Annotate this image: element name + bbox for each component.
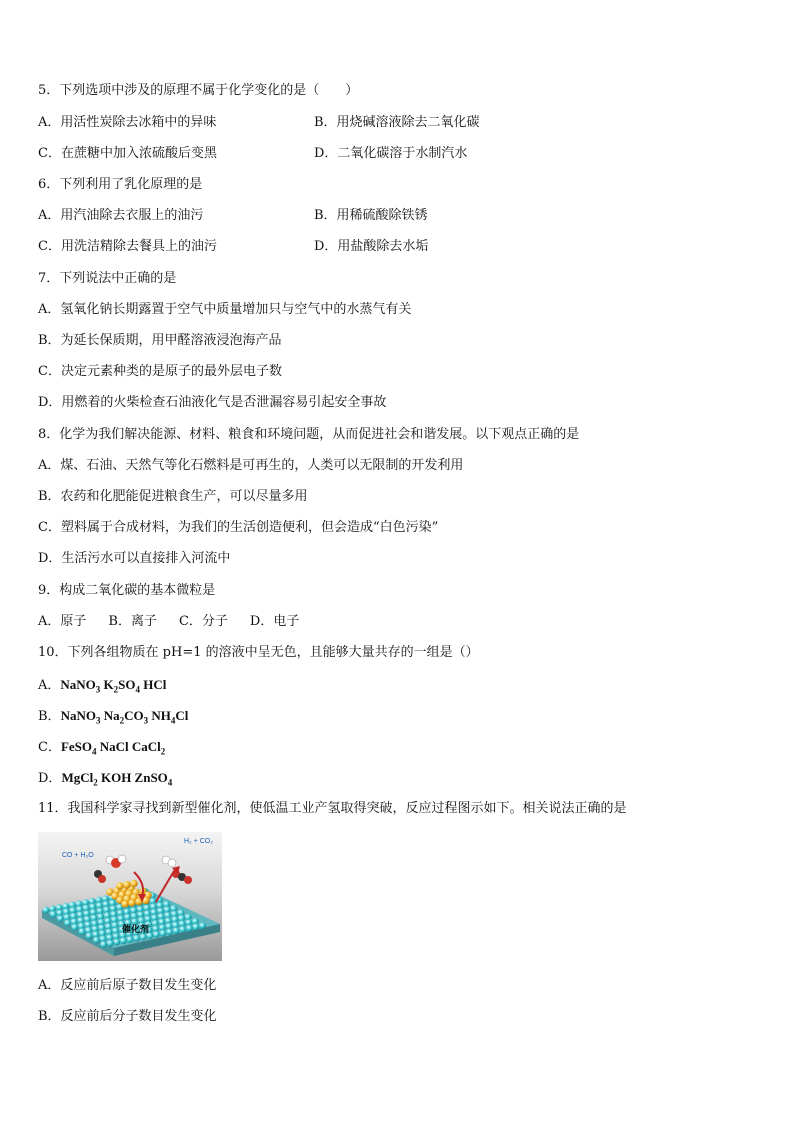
catalyst-atom [50,911,57,918]
gold-atom [123,881,131,889]
gold-atom [121,900,129,908]
q10-option-b [38,707,188,730]
catalyst-atom [107,940,114,947]
catalyst-atom [166,929,173,936]
q8-option-d: D．生活污水可以直接排入河流中 [38,551,231,566]
q7-option-c: C．决定元素种类的是原子的最外层电子数 [38,364,282,379]
figure-products-label: H₂ + CO₂ [184,838,213,845]
q10-option-b-formula: NaNO$_3$ $Na_2CO_3$ $NH_4Cl$ [60,708,189,726]
catalyst-atom [179,926,186,933]
q10-option-a-formula: NaNO$_3$ $K_2SO_4$ HCl [60,677,167,695]
q9-option-d: D．电子 [249,614,300,629]
catalyst-atom [100,941,107,948]
catalyst-atom [173,927,180,934]
catalyst-atom [199,922,206,929]
q10-option-d [38,769,172,792]
catalyst-atom [71,924,78,931]
catalyst-atom [43,907,50,914]
q9-options [38,613,321,631]
q6-option-d: D．用盐酸除去水垢 [314,239,429,254]
catalyst-atom [64,920,71,927]
catalyst-atom [160,930,167,937]
catalyst-atom [127,936,134,943]
q10-stem: 10．下列各组物质在 pH=1 的溶液中呈无色，且能够大量共存的一组是（） [38,645,479,660]
q10-option-c-formula: FeSO$_4$ NaCl CaCl$_2$ [60,739,166,757]
catalyst-atom [57,915,64,922]
q5-option-c: C．在蔗糖中加入浓硫酸后变黑 [38,146,217,161]
q10-option-b-prefix: B． [38,709,61,724]
catalyst-atom [133,935,140,942]
q6-option-b: B．用稀硫酸除铁锈 [314,208,428,223]
q8-option-a: A．煤、石油、天然气等化石燃料是可再生的，人类可以无限制的开发利用 [38,458,464,473]
q5-option-d: D．二氧化碳溶于水制汽水 [314,146,468,161]
q11-option-a: A．反应前后原子数目发生变化 [38,978,217,993]
gold-atom [130,880,138,888]
catalyst-atom [186,925,193,932]
q9-stem: 9．构成二氧化碳的基本微粒是 [38,583,216,598]
q11-stem: 11．我国科学家寻找到新型催化剂，使低温工业产氢取得突破，反应过程图示如下。相关说法正确的是 [38,801,627,816]
figure-reactants-label: CO + H₂O [62,852,94,859]
q8-stem: 8．化学为我们解决能源、材料、粮食和环境问题，从而促进社会和谐发展。以下观点正确的是 [38,427,580,442]
catalyst-atom [79,928,86,935]
q10-option-a [38,676,166,699]
q7-stem: 7．下列说法中正确的是 [38,271,177,286]
q6-option-c: C．用洗洁精除去餐具上的油污 [38,239,217,254]
q10-option-d-formula: MgCl$_2$ KOH ZnSO$_4$ [61,770,173,788]
q7-option-a: A．氢氧化钠长期露置于空气中质量增加只与空气中的水蒸气有关 [38,302,412,317]
catalyst-atom [113,939,120,946]
catalyst-atom [120,937,127,944]
q10-option-c-prefix: C． [38,740,61,755]
q5-option-a: A．用活性炭除去冰箱中的异味 [38,115,217,130]
q9-option-a: A．原子 [38,614,87,629]
q10-option-a-prefix: A． [38,678,61,693]
figure-catalyst-label: 催化剂 [122,925,150,935]
q9-option-b: B．离子 [108,614,157,629]
q8-option-b: B．农药和化肥能促进粮食生产，可以尽量多用 [38,489,308,504]
q6-option-a: A．用汽油除去衣服上的油污 [38,208,204,223]
q10-option-c [38,738,165,761]
q5-option-b: B．用烧碱溶液除去二氧化碳 [314,115,480,130]
gold-atom [116,882,124,890]
catalyst-reaction-figure [38,832,222,961]
q11-option-b: B．反应前后分子数目发生变化 [38,1009,217,1024]
q8-option-c: C．塑料属于合成材料，为我们的生活创造便利，但会造成“白色污染” [38,520,439,535]
catalyst-atom [153,931,160,938]
gold-atom [128,899,136,907]
q10-option-d-prefix: D． [38,771,62,786]
catalyst-atom [193,924,200,931]
catalyst-atom [86,932,93,939]
q5-stem: 5．下列选项中涉及的原理不属于化学变化的是（ ） [38,83,359,98]
q9-option-c: C．分子 [178,614,228,629]
catalyst-atom [93,937,100,944]
q7-option-b: B．为延长保质期，用甲醛溶液浸泡海产品 [38,333,282,348]
q6-stem: 6．下列利用了乳化原理的是 [38,177,203,192]
q7-option-d: D．用燃着的火柴检查石油液化气是否泄漏容易引起安全事故 [38,395,387,410]
